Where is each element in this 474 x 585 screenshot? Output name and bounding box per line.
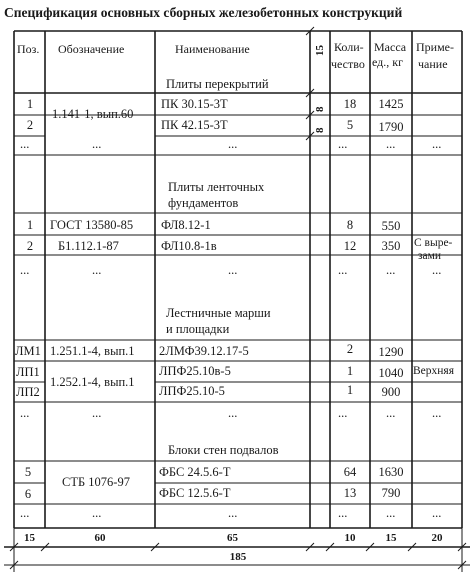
row-mass: 550 xyxy=(381,219,401,233)
row-designation: ГОСТ 13580-85 xyxy=(50,218,134,232)
ellipsis-name: ... xyxy=(228,137,238,151)
ellipsis-designation: ... xyxy=(92,406,102,420)
row-position: ЛП2 xyxy=(16,385,40,399)
section-heading-basement-wall-blocks: Блоки стен подвалов xyxy=(168,443,279,457)
ellipsis-quantity: ... xyxy=(338,506,348,520)
ellipsis-mass: ... xyxy=(386,506,396,520)
row-designation: 1.251.1-4, вып.1 xyxy=(50,344,135,358)
dimension-col-mass: 15 xyxy=(385,532,397,544)
ellipsis-quantity: ... xyxy=(338,406,348,420)
row-position: 2 xyxy=(26,239,34,253)
row-position: 2 xyxy=(26,118,34,132)
row-position: ЛМ1 xyxy=(15,344,41,358)
row-quantity: 1 xyxy=(346,383,354,397)
ellipsis-note: ... xyxy=(432,137,442,151)
ellipsis-quantity: ... xyxy=(338,263,348,277)
column-header-mass-line2: ед., кг xyxy=(372,55,404,69)
ellipsis-mass: ... xyxy=(386,406,396,420)
ellipsis-name: ... xyxy=(228,406,238,420)
row-mass: 1040 xyxy=(378,366,404,380)
ellipsis-designation: ... xyxy=(92,263,102,277)
row-quantity: 13 xyxy=(343,486,357,500)
section-heading-stair-flights-line2: и площадки xyxy=(166,322,230,336)
row-name: ФБС 24.5.6-Т xyxy=(159,465,231,479)
row-name: ПК 30.15-3Т xyxy=(161,97,228,111)
dimension-header-height: 15 xyxy=(314,45,326,56)
dimension-row-height-1: 8 xyxy=(314,106,326,112)
row-designation: СТБ 1076-97 xyxy=(62,475,130,489)
ellipsis-position: ... xyxy=(20,506,30,520)
ellipsis-position: ... xyxy=(20,263,30,277)
ellipsis-note: ... xyxy=(432,263,442,277)
ellipsis-note: ... xyxy=(432,406,442,420)
row-mass: 350 xyxy=(381,239,401,253)
row-note: Верхняя xyxy=(413,365,455,377)
document-title: Спецификация основных сборных железобетонных конструкций xyxy=(4,5,403,20)
section-heading-stair-flights-line1: Лестничные марши xyxy=(166,306,271,320)
ellipsis-quantity: ... xyxy=(338,137,348,151)
row-quantity: 64 xyxy=(343,465,357,479)
row-note-line1: С выре- xyxy=(414,237,453,249)
section-heading-strip-foundation-slabs-line2: фундаментов xyxy=(168,196,239,210)
row-position: 5 xyxy=(24,465,32,479)
row-designation: 1.141-1, вып.60 xyxy=(52,107,134,121)
column-header-note-line1: Приме- xyxy=(416,40,455,54)
row-name: 2ЛМФ39.12.17-5 xyxy=(159,344,249,358)
ellipsis-designation: ... xyxy=(92,506,102,520)
row-quantity: 5 xyxy=(346,118,354,132)
row-name: ФЛ8.12-1 xyxy=(161,218,211,232)
ellipsis-position: ... xyxy=(20,137,30,151)
dimension-row-height-2: 8 xyxy=(314,127,326,133)
column-header-position: Поз. xyxy=(17,42,40,56)
ellipsis-note: ... xyxy=(432,506,442,520)
row-quantity: 18 xyxy=(343,97,357,111)
column-header-quantity-line1: Коли- xyxy=(334,40,364,54)
row-name: ЛПФ25.10-5 xyxy=(159,384,225,398)
dimension-total-width: 185 xyxy=(229,551,247,563)
row-note-line2: зами xyxy=(418,250,442,262)
row-mass: 1290 xyxy=(378,345,404,359)
row-position: ЛП1 xyxy=(16,365,40,379)
row-mass: 1425 xyxy=(378,97,404,111)
dimension-col-designation: 60 xyxy=(94,532,106,544)
row-quantity: 1 xyxy=(346,364,354,378)
row-quantity: 2 xyxy=(346,342,354,356)
dimension-col-note: 20 xyxy=(431,532,443,544)
row-name: ЛПФ25.10в-5 xyxy=(159,364,231,378)
column-header-name: Наименование xyxy=(175,42,250,56)
row-position: 1 xyxy=(26,97,34,111)
column-header-mass-line1: Масса xyxy=(374,40,407,54)
row-quantity: 8 xyxy=(346,218,354,232)
row-quantity: 12 xyxy=(343,239,357,253)
dimension-col-position: 15 xyxy=(24,532,35,544)
row-designation: Б1.112.1-87 xyxy=(58,239,119,253)
row-name: ФЛ10.8-1в xyxy=(161,239,217,253)
row-designation: 1.252.1-4, вып.1 xyxy=(50,375,135,389)
row-position: 6 xyxy=(24,487,32,501)
ellipsis-name: ... xyxy=(228,506,238,520)
dimension-col-quantity: 10 xyxy=(344,532,356,544)
ellipsis-name: ... xyxy=(228,263,238,277)
row-mass: 1790 xyxy=(378,120,404,134)
ellipsis-designation: ... xyxy=(92,137,102,151)
section-heading-floor-slabs: Плиты перекрытий xyxy=(166,77,269,91)
ellipsis-position: ... xyxy=(20,406,30,420)
ellipsis-mass: ... xyxy=(386,137,396,151)
dimension-col-name: 65 xyxy=(227,532,238,544)
row-position: 1 xyxy=(26,218,34,232)
column-header-quantity-line2: чество xyxy=(331,57,365,71)
row-mass: 790 xyxy=(381,486,401,500)
column-header-designation: Обозначение xyxy=(58,42,125,56)
row-mass: 1630 xyxy=(378,465,404,479)
ellipsis-mass: ... xyxy=(386,263,396,277)
row-mass: 900 xyxy=(381,385,401,399)
column-header-note-line2: чание xyxy=(418,57,448,71)
row-name: ПК 42.15-3Т xyxy=(161,118,228,132)
row-name: ФБС 12.5.6-Т xyxy=(159,486,231,500)
section-heading-strip-foundation-slabs-line1: Плиты ленточных xyxy=(168,180,265,194)
